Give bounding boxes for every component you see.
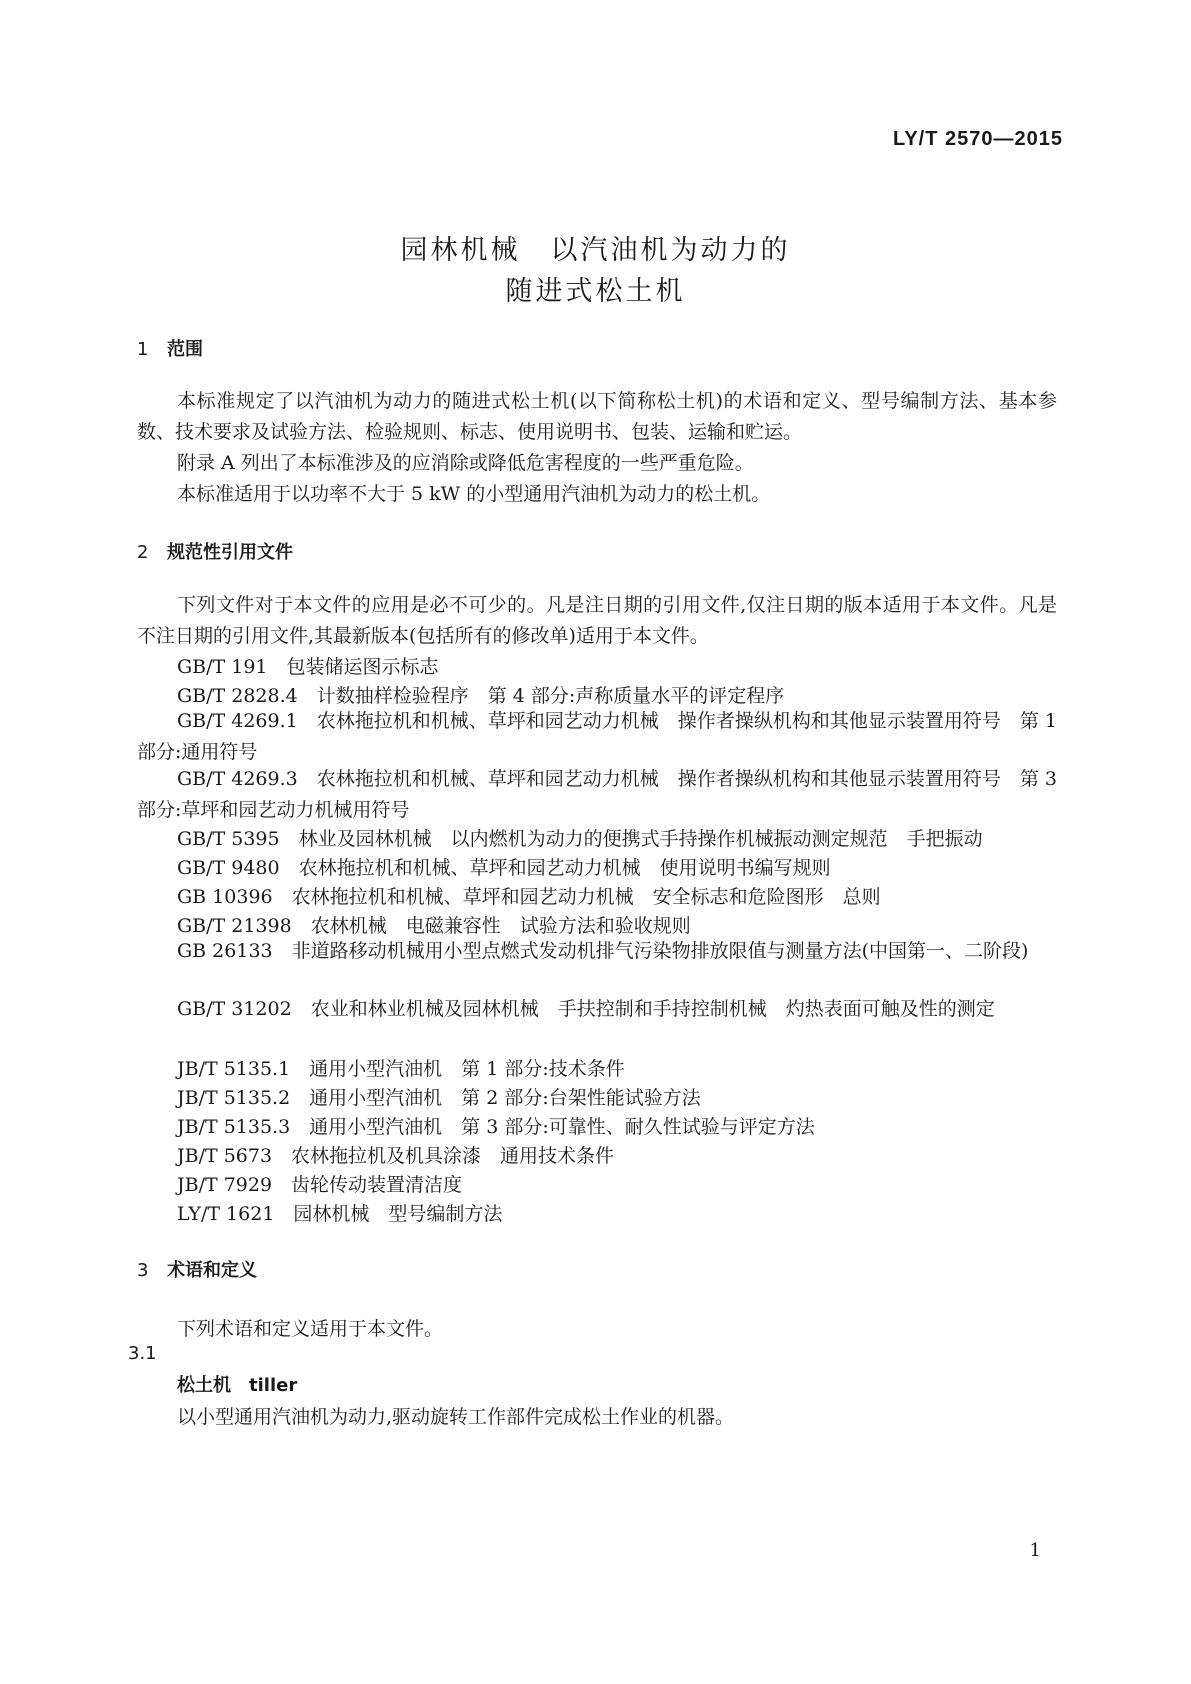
- clause-number: 3.1: [128, 1343, 157, 1364]
- scope-paragraph-2: 附录 A 列出了本标准涉及的应消除或降低危害程度的一些严重危险。: [177, 452, 754, 474]
- reference-item: JB/T 5135.3 通用小型汽油机 第 3 部分:可靠性、耐久性试验与评定方法: [177, 1116, 815, 1138]
- document-title-line1: 园林机械 以汽油机为动力的: [400, 235, 791, 266]
- reference-item: GB/T 5395 林业及园林机械 以内燃机为动力的便携式手持操作机械振动测定规范 手把振动: [177, 828, 983, 850]
- page-number: 1: [1029, 1540, 1041, 1561]
- section-1-heading: [137, 335, 203, 361]
- document-title-line2: 随进式松土机: [505, 276, 686, 307]
- section-number: 2: [137, 542, 149, 563]
- section-title: 范围: [167, 339, 203, 360]
- term-definition: 以小型通用汽油机为动力,驱动旋转工作部件完成松土作业的机器。: [177, 1406, 735, 1428]
- section-title: 术语和定义: [167, 1260, 257, 1281]
- terms-intro: 下列术语和定义适用于本文件。: [177, 1318, 444, 1340]
- reference-item: GB/T 21398 农林机械 电磁兼容性 试验方法和验收规则: [177, 915, 691, 937]
- scope-paragraph-3: 本标准适用于以功率不大于 5 kW 的小型通用汽油机为动力的松土机。: [177, 483, 771, 505]
- reference-item: JB/T 7929 齿轮传动装置清洁度: [177, 1174, 463, 1196]
- section-number: 1: [137, 339, 149, 360]
- section-2-heading: [137, 538, 293, 564]
- reference-item: JB/T 5135.1 通用小型汽油机 第 1 部分:技术条件: [177, 1058, 625, 1080]
- section-3-heading: [137, 1256, 257, 1282]
- reference-item: GB 10396 农林拖拉机和机械、草坪和园艺动力机械 安全标志和危险图形 总则: [177, 886, 881, 908]
- normative-intro: 下列文件对于本文件的应用是必不可少的。凡是注日期的引用文件,仅注日期的版本适用于本文件。凡是不注日期的引用文件,其最新版本(包括所有的修改单)适用于本文件。: [137, 594, 1057, 647]
- reference-item: GB/T 191 包装储运图示标志: [177, 656, 439, 678]
- reference-item: GB/T 4269.1 农林拖拉机和机械、草坪和园艺动力机械 操作者操纵机构和其他显示装置用符号 第 1 部分:通用符号: [137, 710, 1057, 763]
- reference-item: GB/T 31202 农业和林业机械及园林机械 手扶控制和手持控制机械 灼热表面可触及性的测定: [177, 998, 995, 1020]
- reference-item: JB/T 5135.2 通用小型汽油机 第 2 部分:台架性能试验方法: [177, 1087, 701, 1109]
- reference-item: GB 26133 非道路移动机械用小型点燃式发动机排气污染物排放限值与测量方法(中国第一、二阶段): [177, 940, 1029, 962]
- term-heading: 松土机 tiller: [177, 1375, 298, 1396]
- reference-item: LY/T 1621 园林机械 型号编制方法: [177, 1203, 503, 1225]
- section-title: 规范性引用文件: [167, 542, 293, 563]
- scope-paragraph-1: 本标准规定了以汽油机为动力的随进式松土机(以下简称松土机)的术语和定义、型号编制方法、基本参数、技术要求及试验方法、检验规则、标志、使用说明书、包装、运输和贮运。: [137, 390, 1057, 443]
- reference-item: GB/T 9480 农林拖拉机和机械、草坪和园艺动力机械 使用说明书编写规则: [177, 857, 831, 879]
- section-number: 3: [137, 1260, 149, 1281]
- reference-item: JB/T 5673 农林拖拉机及机具涂漆 通用技术条件: [177, 1145, 615, 1167]
- reference-item: GB/T 2828.4 计数抽样检验程序 第 4 部分:声称质量水平的评定程序: [177, 685, 785, 707]
- reference-item: GB/T 4269.3 农林拖拉机和机械、草坪和园艺动力机械 操作者操纵机构和其他显示装置用符号 第 3 部分:草坪和园艺动力机械用符号: [137, 768, 1057, 821]
- standard-code: LY/T 2570—2015: [892, 128, 1063, 150]
